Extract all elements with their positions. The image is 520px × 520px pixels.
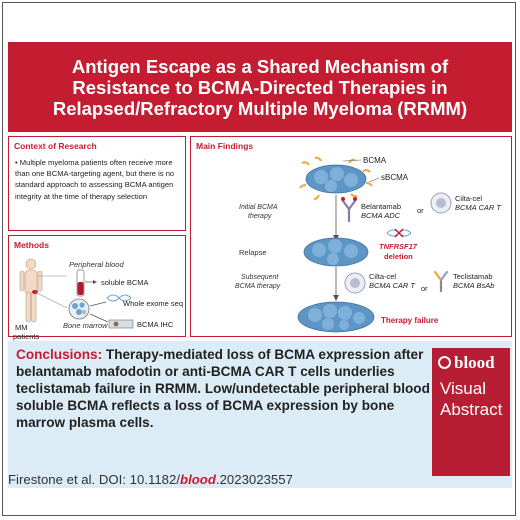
sbcma-label: sBCMA [381,173,409,182]
citation-prefix: Firestone et al. DOI: 10.1182/ [8,472,181,487]
citation-journal: blood [180,472,216,487]
subsequent-therapy-label-1: Subsequent [241,274,279,281]
badge-line-1: Visual [440,379,486,398]
relapse-label: Relapse [239,248,267,257]
citation-suffix: .2023023557 [215,472,293,487]
cilta-label: Cilta-cel [455,194,483,203]
teclistamab-type-label: BCMA BsAb [453,281,495,290]
cilta-type-label-2: BCMA CAR T [369,281,415,290]
context-panel [8,136,186,231]
adc-antibody-icon [343,201,355,221]
blood-tube-icon [77,270,84,296]
belantamab-label: Belantamab [361,202,402,211]
patient-figure-icon [20,259,42,322]
subsequent-therapy-label-2: BCMA therapy [235,283,281,290]
or-label-2: or [421,284,428,293]
findings-diagram [191,137,511,336]
bone-marrow-icon [69,299,89,319]
cilta-type-label: BCMA CAR T [455,203,501,212]
visual-abstract-badge [432,348,510,476]
initial-therapy-label-2: therapy [248,213,272,220]
belantamab-type-label: BCMA ADC [361,211,401,220]
myeloma-cell-cluster-top [306,165,366,193]
tnfrsf17-label: TNFRSF17 [379,242,417,251]
initial-therapy-label-1: Initial BCMA [239,204,278,211]
conclusions-text [16,346,436,431]
ihc-slide-icon [109,320,133,328]
drug-payload-icon [341,197,345,201]
bcma-label: BCMA [363,156,387,165]
myeloma-cell-cluster-relapse [304,238,368,266]
soluble-bcma-label: soluble BCMA [101,278,149,287]
therapy-failure-label: Therapy failure [381,316,439,325]
blood-logo-icon [438,356,451,369]
peripheral-blood-label: Peripheral blood [69,260,124,269]
methods-panel [8,235,186,341]
methods-heading: Methods [14,240,49,250]
bone-marrow-label: Bone marrow [63,321,108,330]
conclusions-body: Therapy-mediated loss of BCMA expression after belantamab mafodotin or anti-BCMA CAR T cells underlies teclistamab failure in RRMM. Low/undetectable peripheral blood soluble BCMA reflects a loss of BCMA expression by bone marrow plasma cells. [16,347,430,430]
deletion-label: deletion [384,252,413,261]
mm-label-2: patients [13,332,40,341]
badge-brand: blood [454,353,495,372]
myeloma-cell-cluster-failure [298,302,374,332]
main-findings-heading: Main Findings [196,141,254,151]
bispecific-antibody-icon [435,272,447,291]
mm-label-1: MM [15,323,28,332]
abstract-title: Antigen Escape as a Shared Mechanism of Resistance to BCMA-Directed Therapies in Relapsed/Refractory Multiple Myeloma (RRMM) [52,55,468,119]
teclistamab-label: Teclistamab [453,272,493,281]
wes-label: Whole exome seq [123,299,184,308]
conclusions-label: Conclusions: [16,347,103,362]
car-t-cell-icon [431,193,451,213]
citation [8,472,428,488]
or-label-1: or [417,206,424,215]
context-bullet: • Multiple myeloma patients often receive more than one BCMA-targeting agent, but there is no standard approach to assessing BCMA antigen integrity at the time of therapy selection [15,158,175,201]
badge-line-2: Abstract [440,400,503,419]
methods-diagram [9,236,185,341]
title-banner [8,42,512,132]
context-heading: Context of Research [14,141,97,151]
cilta-label-2: Cilta-cel [369,272,397,281]
ihc-label: BCMA IHC [137,320,174,329]
car-t-cell-icon-2 [345,273,365,293]
main-findings-panel [190,136,512,337]
